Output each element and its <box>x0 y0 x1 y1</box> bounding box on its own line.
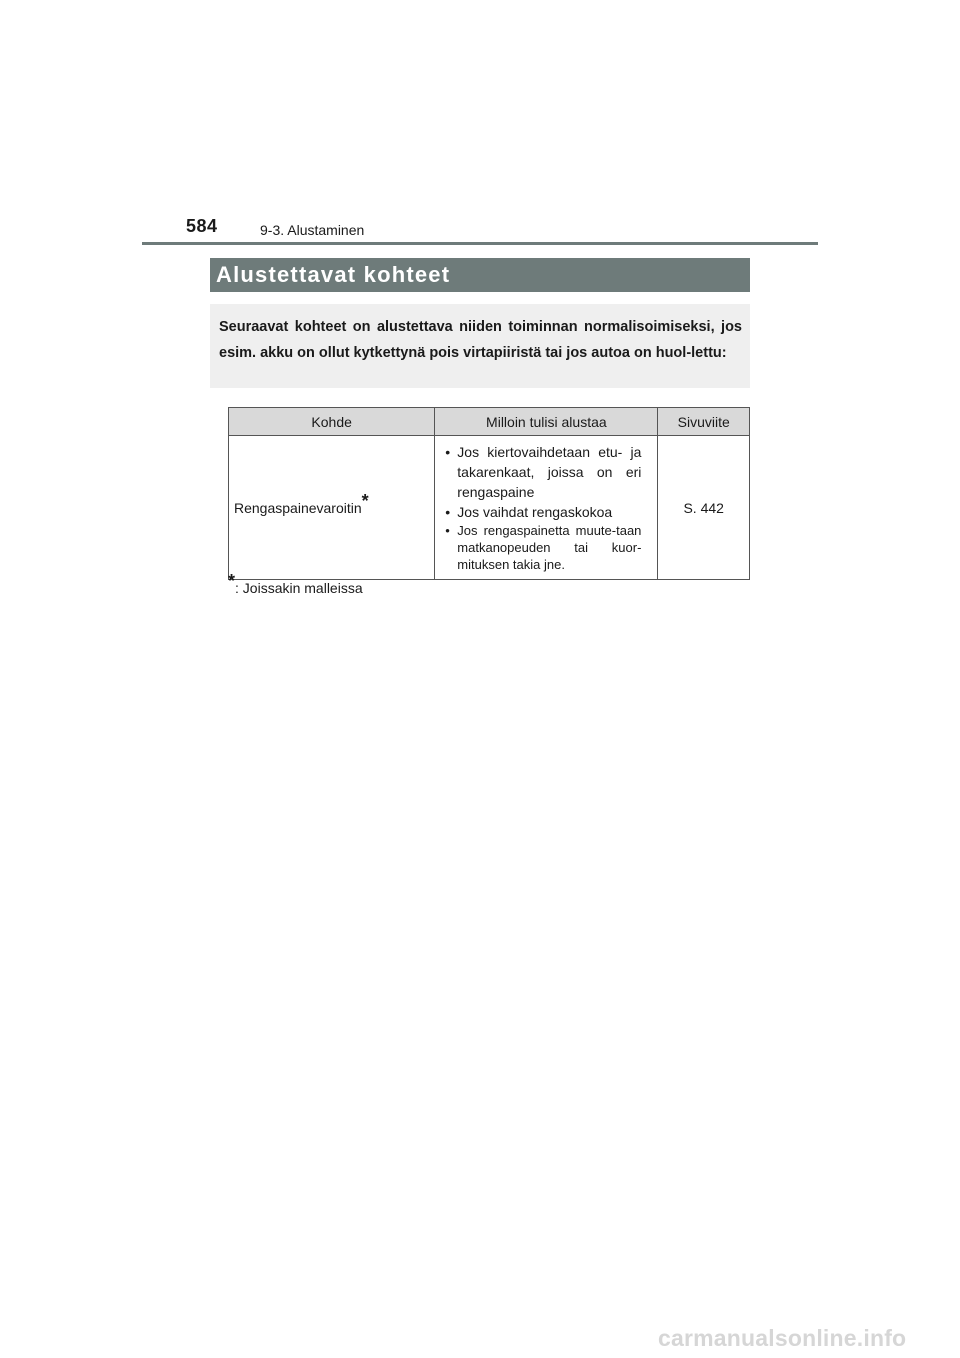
header-when: Milloin tulisi alustaa <box>435 408 658 436</box>
header-item: Kohde <box>229 408 435 436</box>
footnote <box>228 571 363 596</box>
watermark: carmanualsonline.info <box>658 1325 907 1351</box>
footnote-text: : Joissakin malleissa <box>235 580 363 596</box>
footnote-marker: * <box>361 490 369 511</box>
chapter-title: 9-3. Alustaminen <box>260 222 365 238</box>
conditions-list <box>443 442 641 573</box>
footnote-star: * <box>228 571 236 591</box>
items-table <box>228 407 750 580</box>
header-divider <box>142 242 818 245</box>
table-header-row <box>229 408 750 436</box>
page-reference: S. 442 <box>658 436 750 580</box>
header-page: Sivuviite <box>658 408 750 436</box>
table-row <box>229 436 750 580</box>
intro-text: Seuraavat kohteet on alustettava niiden toiminnan normalisoimiseksi, jos esim. akku on ollut kytkettynä pois virtapiiristä tai jos autoa on huol-lettu: <box>219 319 742 361</box>
section-banner <box>210 258 750 292</box>
item-cell <box>229 436 435 580</box>
item-name: Rengaspainevaroitin <box>234 499 362 516</box>
intro-box <box>210 304 750 388</box>
page-number: 584 <box>186 216 218 236</box>
condition-item: • Jos rengaspainetta muute-taan matkanopeuden tai kuor-mituksen takia jne. <box>443 522 641 573</box>
condition-item: • Jos kiertovaihdetaan etu- ja takarenkaat, joissa on eri rengaspaine <box>443 442 641 502</box>
conditions-cell <box>435 436 658 580</box>
section-heading: Alustettavat kohteet <box>216 262 451 287</box>
condition-item: • Jos vaihdat rengaskokoa <box>443 502 641 522</box>
